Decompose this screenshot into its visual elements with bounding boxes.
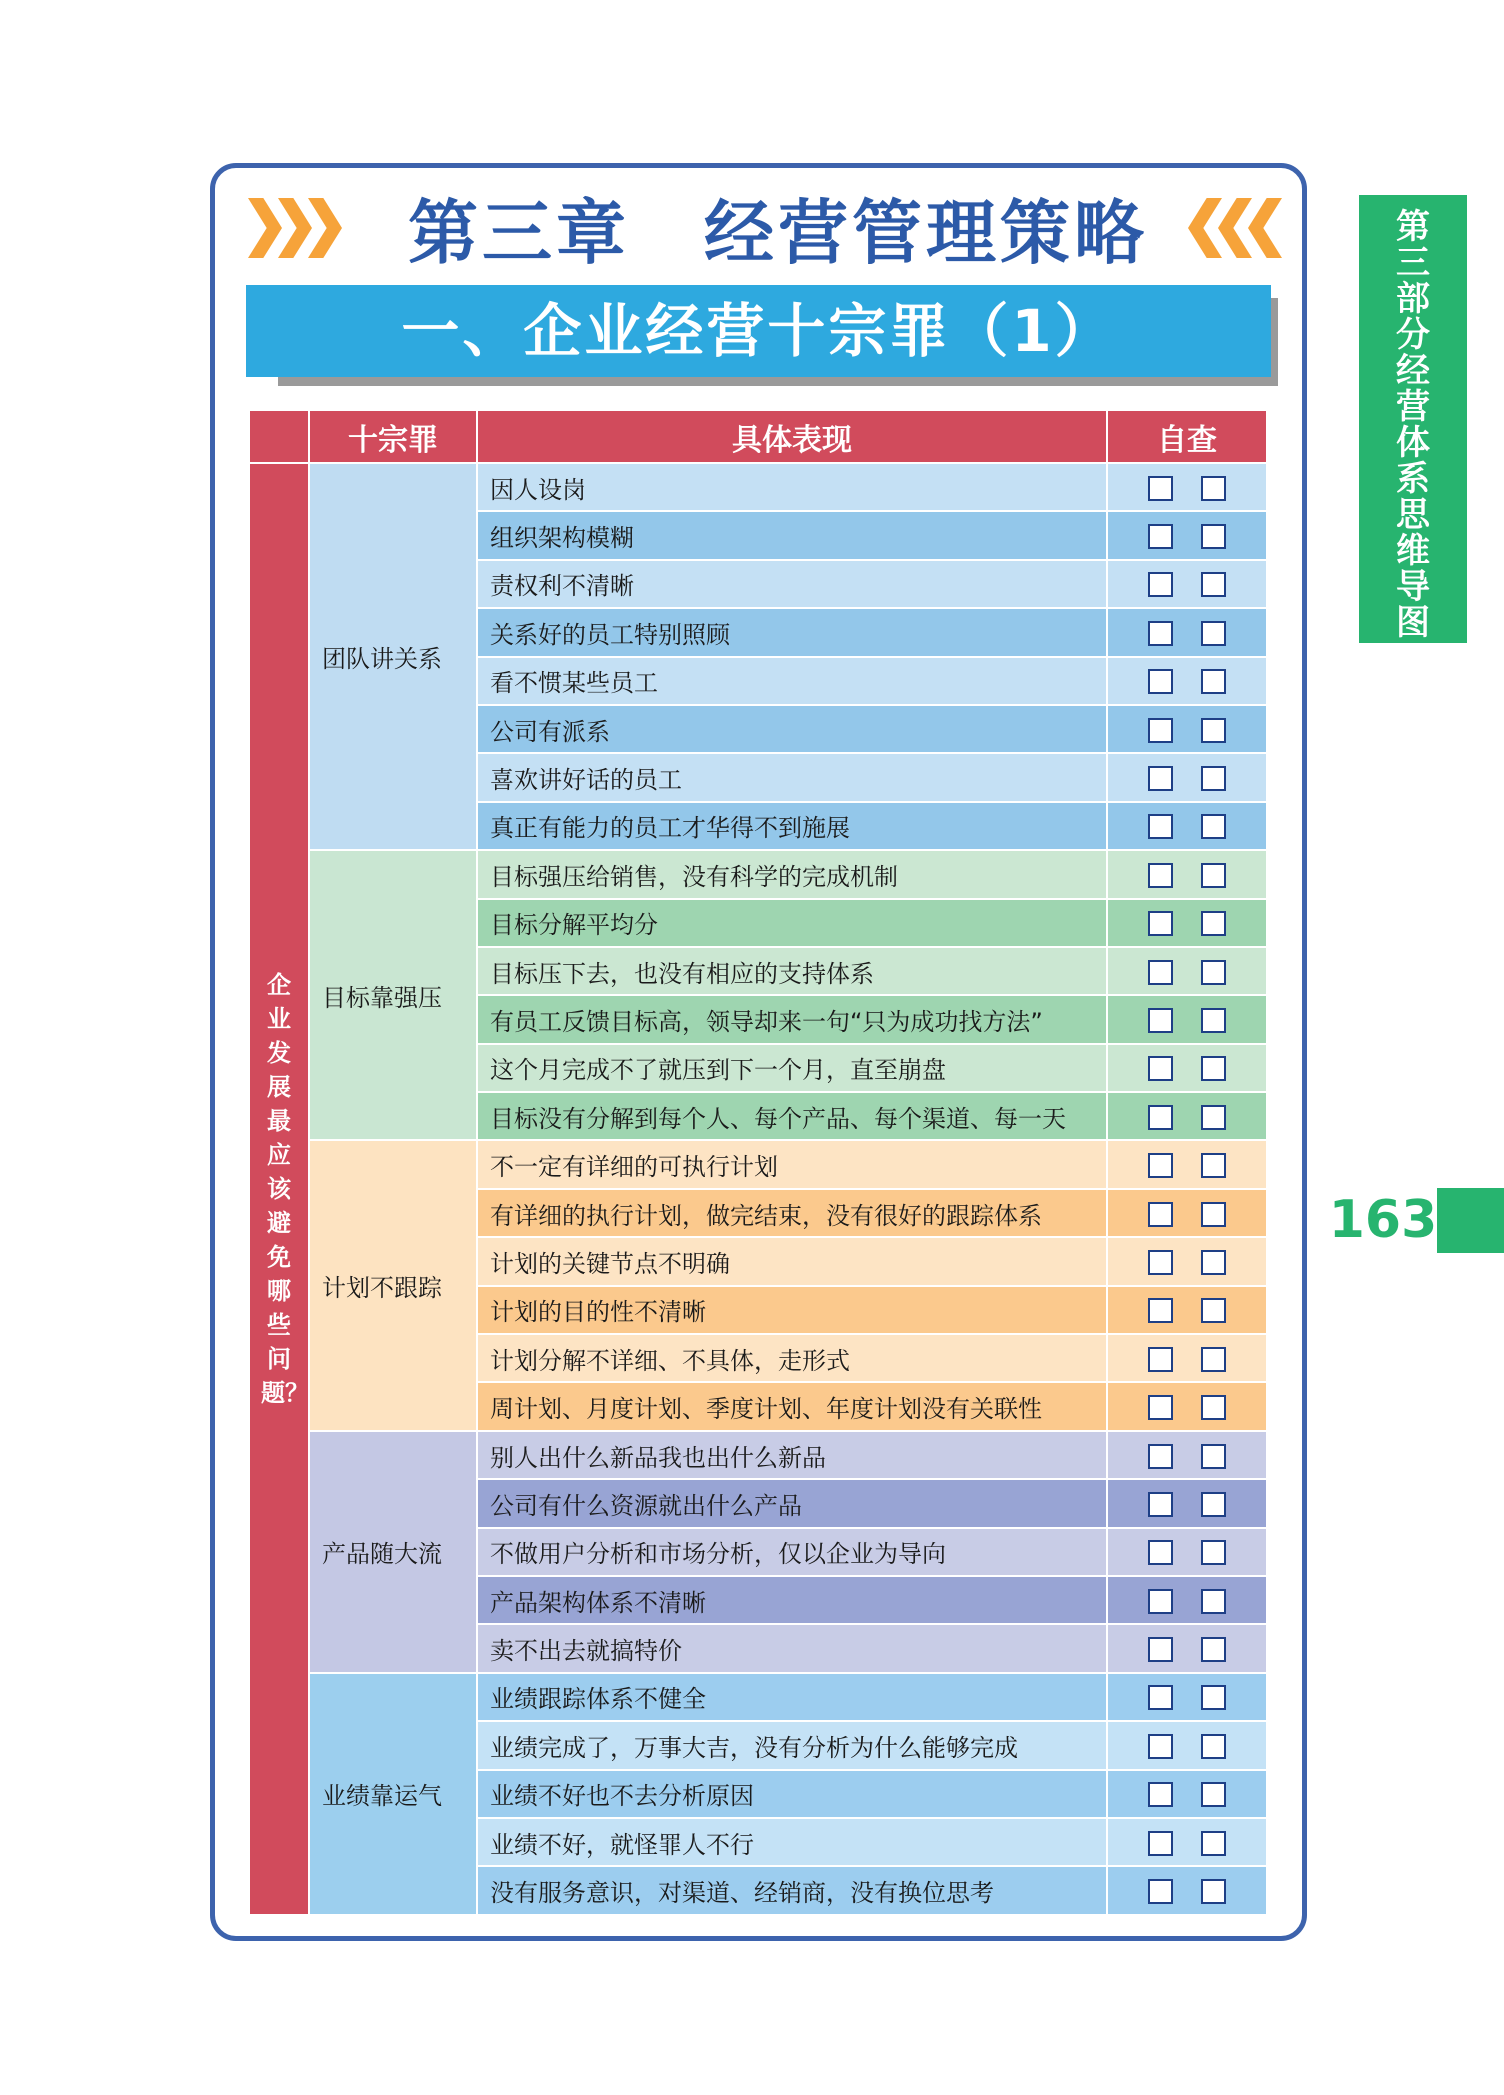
table-row <box>249 1673 1267 1721</box>
description-cell: 产品架构体系不清晰 <box>477 1576 1107 1624</box>
checkbox[interactable] <box>1148 1105 1173 1130</box>
checkbox[interactable] <box>1148 1395 1173 1420</box>
category-cell: 业绩靠运气 <box>309 1673 477 1915</box>
checkbox[interactable] <box>1148 960 1173 985</box>
checkbox[interactable] <box>1148 476 1173 501</box>
description-cell: 业绩跟踪体系不健全 <box>477 1673 1107 1721</box>
header-description: 具体表现 <box>477 410 1107 463</box>
page-number: 163 <box>1328 1190 1438 1250</box>
checkbox[interactable] <box>1201 766 1226 791</box>
description-cell: 不做用户分析和市场分析，仅以企业为导向 <box>477 1528 1107 1576</box>
checkbox[interactable] <box>1201 1395 1226 1420</box>
description-cell: 目标分解平均分 <box>477 899 1107 947</box>
checkbox[interactable] <box>1201 1298 1226 1323</box>
description-cell: 没有服务意识，对渠道、经销商，没有换位思考 <box>477 1866 1107 1914</box>
checkbox[interactable] <box>1201 1008 1226 1033</box>
self-check-cell <box>1107 1431 1267 1479</box>
checkbox[interactable] <box>1201 1347 1226 1372</box>
description-cell: 公司有派系 <box>477 705 1107 753</box>
checkbox[interactable] <box>1148 1008 1173 1033</box>
chevron-left-icon <box>1188 198 1278 266</box>
checkbox[interactable] <box>1201 1831 1226 1856</box>
description-cell: 卖不出去就搞特价 <box>477 1624 1107 1672</box>
chapter-title: 第三章 经营管理策略 <box>408 192 1148 274</box>
header-category: 十宗罪 <box>309 410 477 463</box>
checkbox[interactable] <box>1148 1734 1173 1759</box>
self-check-cell <box>1107 1092 1267 1140</box>
checkbox[interactable] <box>1148 621 1173 646</box>
checkbox[interactable] <box>1201 863 1226 888</box>
checkbox[interactable] <box>1148 1685 1173 1710</box>
checkbox[interactable] <box>1201 1105 1226 1130</box>
self-check-cell <box>1107 463 1267 511</box>
checkbox[interactable] <box>1148 1153 1173 1178</box>
self-check-cell <box>1107 850 1267 898</box>
category-cell: 团队讲关系 <box>309 463 477 850</box>
description-cell: 关系好的员工特别照顾 <box>477 608 1107 656</box>
checkbox[interactable] <box>1148 1202 1173 1227</box>
description-cell: 责权利不清晰 <box>477 560 1107 608</box>
description-cell: 因人设岗 <box>477 463 1107 511</box>
checkbox[interactable] <box>1148 524 1173 549</box>
self-check-cell <box>1107 1237 1267 1285</box>
checkbox[interactable] <box>1201 572 1226 597</box>
description-cell: 看不惯某些员工 <box>477 657 1107 705</box>
self-check-cell <box>1107 1866 1267 1914</box>
chevron-right-icon <box>248 198 338 266</box>
checkbox[interactable] <box>1201 960 1226 985</box>
checkbox[interactable] <box>1201 1444 1226 1469</box>
checkbox[interactable] <box>1201 621 1226 646</box>
checkbox[interactable] <box>1201 1250 1226 1275</box>
self-check-cell <box>1107 947 1267 995</box>
checkbox[interactable] <box>1148 1879 1173 1904</box>
checkbox[interactable] <box>1148 1540 1173 1565</box>
description-cell: 目标压下去，也没有相应的支持体系 <box>477 947 1107 995</box>
table-row <box>249 1140 1267 1188</box>
self-check-cell <box>1107 1624 1267 1672</box>
self-check-cell <box>1107 560 1267 608</box>
checkbox[interactable] <box>1148 814 1173 839</box>
checkbox[interactable] <box>1148 766 1173 791</box>
self-check-cell <box>1107 705 1267 753</box>
self-check-cell <box>1107 1189 1267 1237</box>
checkbox[interactable] <box>1148 863 1173 888</box>
self-check-cell <box>1107 1044 1267 1092</box>
description-cell: 公司有什么资源就出什么产品 <box>477 1479 1107 1527</box>
self-check-cell <box>1107 1140 1267 1188</box>
checkbox[interactable] <box>1201 524 1226 549</box>
checkbox[interactable] <box>1148 1347 1173 1372</box>
checkbox[interactable] <box>1201 1685 1226 1710</box>
side-label <box>249 463 309 1915</box>
description-cell: 计划的关键节点不明确 <box>477 1237 1107 1285</box>
part-tab <box>1359 195 1467 643</box>
checkbox[interactable] <box>1148 1589 1173 1614</box>
checkbox[interactable] <box>1201 476 1226 501</box>
checkbox[interactable] <box>1201 1734 1226 1759</box>
description-cell: 有详细的执行计划，做完结束，没有很好的跟踪体系 <box>477 1189 1107 1237</box>
category-cell: 计划不跟踪 <box>309 1140 477 1430</box>
description-cell: 业绩不好，就怪罪人不行 <box>477 1818 1107 1866</box>
self-check-cell <box>1107 802 1267 850</box>
checkbox[interactable] <box>1148 1492 1173 1517</box>
description-cell: 业绩不好也不去分析原因 <box>477 1770 1107 1818</box>
description-cell: 组织架构模糊 <box>477 511 1107 559</box>
self-check-cell <box>1107 1286 1267 1334</box>
self-check-cell <box>1107 1818 1267 1866</box>
self-check-cell <box>1107 1334 1267 1382</box>
description-cell: 有员工反馈目标高，领导却来一句“只为成功找方法” <box>477 995 1107 1043</box>
checkbox[interactable] <box>1148 1298 1173 1323</box>
self-check-cell <box>1107 1721 1267 1769</box>
description-cell: 真正有能力的员工才华得不到施展 <box>477 802 1107 850</box>
checkbox[interactable] <box>1148 1250 1173 1275</box>
checkbox[interactable] <box>1201 1492 1226 1517</box>
category-cell: 目标靠强压 <box>309 850 477 1140</box>
side-label-text: 企业发展最应该避免哪些问题？ <box>261 970 309 1407</box>
checkbox[interactable] <box>1201 1202 1226 1227</box>
checkbox[interactable] <box>1201 1056 1226 1081</box>
self-check-cell <box>1107 511 1267 559</box>
checkbox[interactable] <box>1201 1782 1226 1807</box>
description-cell: 别人出什么新品我也出什么新品 <box>477 1431 1107 1479</box>
checkbox[interactable] <box>1148 1782 1173 1807</box>
table-body <box>249 463 1267 1915</box>
section-title: 一、企业经营十宗罪（1） <box>246 285 1271 377</box>
description-cell: 目标没有分解到每个人、每个产品、每个渠道、每一天 <box>477 1092 1107 1140</box>
table-row <box>249 850 1267 898</box>
description-cell: 计划的目的性不清晰 <box>477 1286 1107 1334</box>
description-cell: 周计划、月度计划、季度计划、年度计划没有关联性 <box>477 1382 1107 1430</box>
corner-header <box>249 410 309 463</box>
page-tab <box>1437 1188 1504 1253</box>
header-self-check: 自查 <box>1107 410 1267 463</box>
checkbox[interactable] <box>1201 814 1226 839</box>
description-cell: 不一定有详细的可执行计划 <box>477 1140 1107 1188</box>
self-check-cell <box>1107 753 1267 801</box>
checkbox[interactable] <box>1148 669 1173 694</box>
checkbox[interactable] <box>1148 1831 1173 1856</box>
checkbox[interactable] <box>1201 1540 1226 1565</box>
description-cell: 这个月完成不了就压到下一个月，直至崩盘 <box>477 1044 1107 1092</box>
self-check-cell <box>1107 1528 1267 1576</box>
checkbox[interactable] <box>1201 1879 1226 1904</box>
checklist-table <box>248 409 1268 1916</box>
chapter-header <box>248 188 1278 278</box>
self-check-cell <box>1107 1576 1267 1624</box>
self-check-cell <box>1107 1673 1267 1721</box>
checkbox[interactable] <box>1148 1444 1173 1469</box>
self-check-cell <box>1107 1382 1267 1430</box>
checkbox[interactable] <box>1201 911 1226 936</box>
self-check-cell <box>1107 657 1267 705</box>
description-cell: 喜欢讲好话的员工 <box>477 753 1107 801</box>
self-check-cell <box>1107 995 1267 1043</box>
checkbox[interactable] <box>1148 911 1173 936</box>
self-check-cell <box>1107 899 1267 947</box>
self-check-cell <box>1107 608 1267 656</box>
self-check-cell <box>1107 1479 1267 1527</box>
checkbox[interactable] <box>1201 1589 1226 1614</box>
checkbox[interactable] <box>1148 572 1173 597</box>
checkbox[interactable] <box>1201 669 1226 694</box>
checkbox[interactable] <box>1148 718 1173 743</box>
category-cell: 产品随大流 <box>309 1431 477 1673</box>
part-tab-label: 第三部分 经营体系思维导图 <box>1396 207 1464 643</box>
checkbox[interactable] <box>1201 1153 1226 1178</box>
table-row <box>249 1431 1267 1479</box>
table-header-row <box>249 410 1267 463</box>
table-row <box>249 463 1267 511</box>
description-cell: 目标强压给销售，没有科学的完成机制 <box>477 850 1107 898</box>
description-cell: 业绩完成了，万事大吉，没有分析为什么能够完成 <box>477 1721 1107 1769</box>
checkbox[interactable] <box>1148 1637 1173 1662</box>
checkbox[interactable] <box>1201 718 1226 743</box>
description-cell: 计划分解不详细、不具体，走形式 <box>477 1334 1107 1382</box>
checkbox[interactable] <box>1201 1637 1226 1662</box>
checkbox[interactable] <box>1148 1056 1173 1081</box>
self-check-cell <box>1107 1770 1267 1818</box>
